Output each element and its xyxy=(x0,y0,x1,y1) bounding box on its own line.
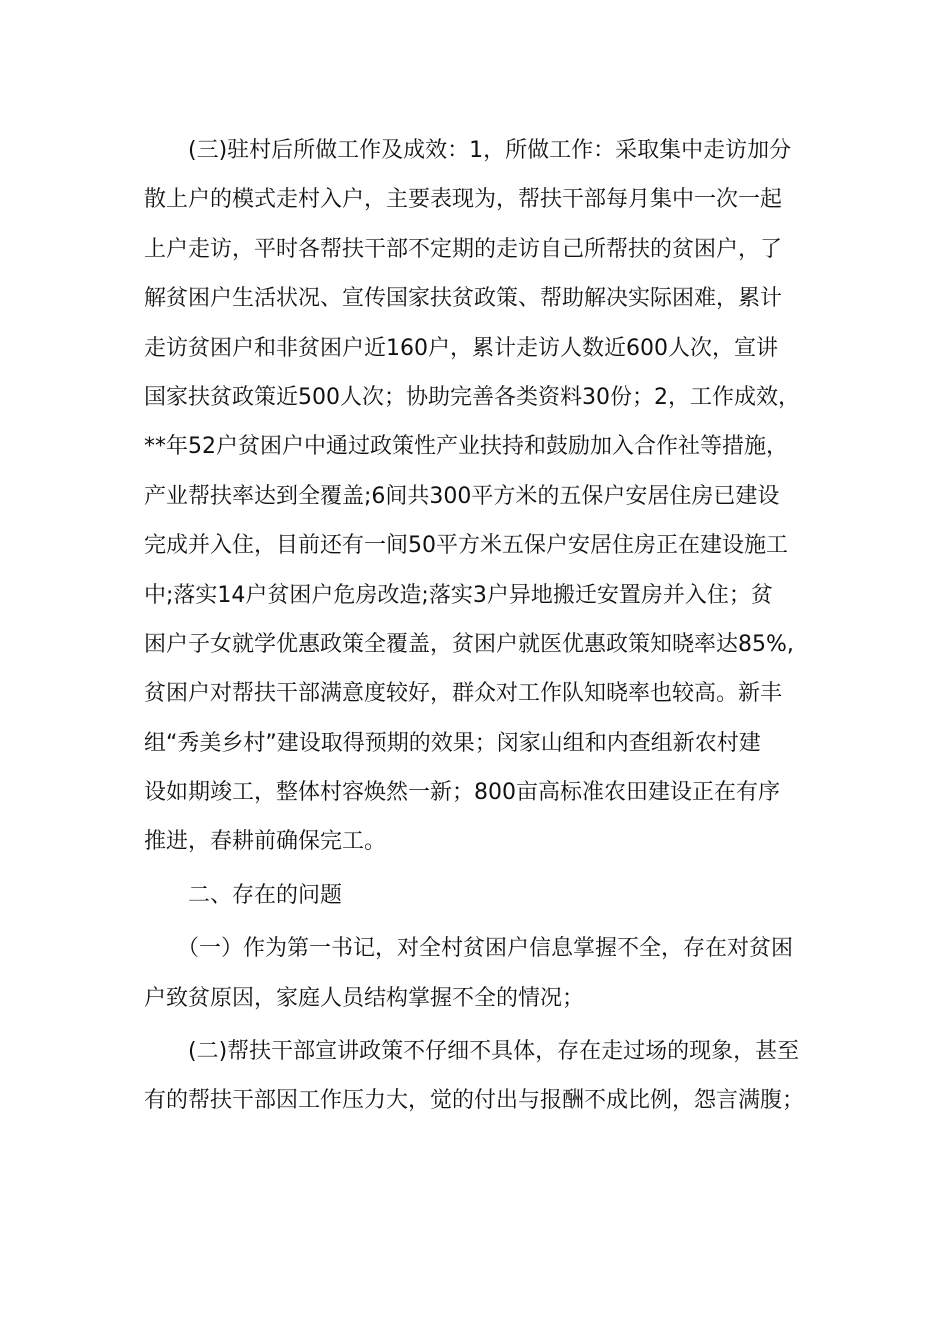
text-line: 解贫困户生活状况、宣传国家扶贫政策、帮助解决实际困难，累计 xyxy=(144,286,783,312)
text-line: 困户子女就学优惠政策全覆盖，贫困户就医优惠政策知晓率达85%, xyxy=(144,631,794,657)
text-line: 散上户的模式走村入户，主要表现为，帮扶干部每月集中一次一起 xyxy=(144,187,783,213)
text-line: 中;落实14户贫困户危房改造;落实3户异地搬迁安置房并入住；贫 xyxy=(144,582,773,608)
text-line: 完成并入住，目前还有一间50平方米五保户安居住房正在建设施工 xyxy=(144,533,788,559)
text-line: **年52户贫困户中通过政策性产业扶持和鼓励加入合作社等措施， xyxy=(144,434,788,460)
text-line: 上户走访，平时各帮扶干部不定期的走访自己所帮扶的贫困户，了 xyxy=(144,236,783,262)
text-line: 国家扶贫政策近500人次；协助完善各类资料30份；2，工作成效， xyxy=(144,384,800,410)
text-line: 设如期竣工，整体村容焕然一新；800亩高标准农田建设正在有序 xyxy=(144,780,780,806)
text-line: 产业帮扶率达到全覆盖;6间共300平方米的五保户安居住房已建设 xyxy=(144,483,780,509)
text-line: 户致贫原因，家庭人员结构掌握不全的情况； xyxy=(144,985,585,1011)
text-line: 走访贫困户和非贫困户近160户，累计走访人数近600人次，宣讲 xyxy=(144,335,778,361)
text-line: 贫困户对帮扶干部满意度较好，群众对工作队知晓率也较高。新丰 xyxy=(144,681,783,707)
text-line: (二)帮扶干部宣讲政策不仔细不具体，存在走过场的现象，甚至 xyxy=(144,1039,800,1065)
text-line: 组“秀美乡村”建设取得预期的效果；闵家山组和内查组新农村建 xyxy=(144,730,761,756)
text-line: 推进，春耕前确保完工。 xyxy=(144,829,387,855)
section-heading: 二、存在的问题 xyxy=(144,882,343,908)
document-body xyxy=(144,126,808,1126)
text-line: 有的帮扶干部因工作压力大，觉的付出与报酬不成比例，怨言满腹； xyxy=(144,1088,805,1114)
text-line: （一）作为第一书记，对全村贫困户信息掌握不全，存在对贫困 xyxy=(144,936,794,962)
text-line: (三)驻村后所做工作及成效：1，所做工作：采取集中走访加分 xyxy=(144,138,792,163)
